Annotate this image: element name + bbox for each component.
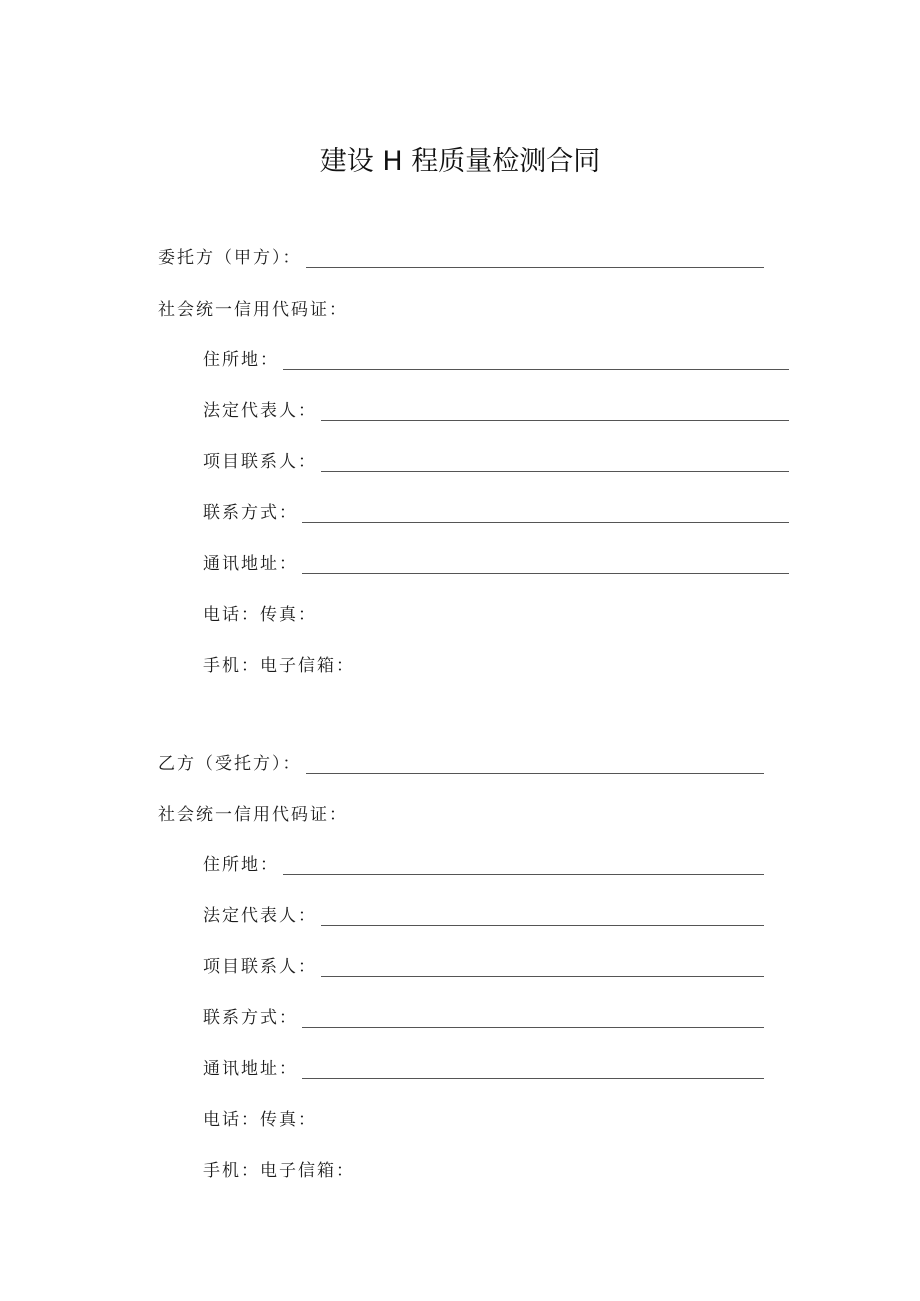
party-a-mobile-email-row bbox=[203, 650, 355, 680]
party-b-mobile-email-label: 手机：电子信箱： bbox=[203, 1161, 355, 1181]
party-b-legal-rep-row bbox=[203, 900, 764, 930]
party-a-legal-rep-row bbox=[203, 395, 789, 425]
party-a-address-field[interactable] bbox=[283, 368, 789, 370]
party-b-contact-method-field[interactable] bbox=[302, 1026, 764, 1028]
party-b-legal-rep-label: 法定代表人： bbox=[203, 906, 317, 926]
party-b-name-field[interactable] bbox=[306, 772, 765, 774]
party-a-mailing-address-row bbox=[203, 548, 789, 578]
party-a-mailing-address-label: 通讯地址： bbox=[203, 554, 298, 574]
party-b-project-contact-label: 项目联系人： bbox=[203, 957, 317, 977]
party-b-project-contact-field[interactable] bbox=[321, 975, 764, 977]
party-a-name-field[interactable] bbox=[306, 266, 765, 268]
party-a-project-contact-label: 项目联系人： bbox=[203, 452, 317, 472]
party-b-address-label: 住所地： bbox=[203, 855, 279, 875]
party-b-phone-fax-row bbox=[203, 1104, 317, 1134]
party-a-legal-rep-label: 法定代表人： bbox=[203, 401, 317, 421]
party-a-heading: 委托方（甲方）： bbox=[158, 248, 302, 268]
party-a-contact-method-field[interactable] bbox=[302, 521, 789, 523]
party-a-heading-row bbox=[158, 242, 764, 272]
party-a-credit-code-label: 社会统一信用代码证： bbox=[158, 300, 348, 320]
party-a-project-contact-row bbox=[203, 446, 789, 476]
party-a-address-label: 住所地： bbox=[203, 350, 279, 370]
party-b-contact-method-label: 联系方式： bbox=[203, 1008, 298, 1028]
document-title: 建设 H 程质量检测合同 bbox=[319, 146, 601, 177]
party-a-address-row bbox=[203, 344, 789, 374]
party-b-mailing-address-row bbox=[203, 1053, 764, 1083]
party-b-credit-code-label: 社会统一信用代码证： bbox=[158, 805, 348, 825]
party-b-credit-code-row bbox=[158, 799, 348, 829]
party-b-address-field[interactable] bbox=[283, 873, 764, 875]
party-b-mobile-email-row bbox=[203, 1155, 355, 1185]
party-b-contact-method-row bbox=[203, 1002, 764, 1032]
party-a-contact-method-label: 联系方式： bbox=[203, 503, 298, 523]
party-a-credit-code-row bbox=[158, 294, 348, 324]
party-b-heading: 乙方（受托方）： bbox=[158, 754, 302, 774]
party-b-phone-fax-label: 电话：传真： bbox=[203, 1110, 317, 1130]
party-a-legal-rep-field[interactable] bbox=[321, 419, 789, 421]
party-a-phone-fax-row bbox=[203, 599, 317, 629]
party-a-mailing-address-field[interactable] bbox=[302, 572, 789, 574]
party-b-mailing-address-label: 通讯地址： bbox=[203, 1059, 298, 1079]
party-b-heading-row bbox=[158, 748, 764, 778]
party-b-mailing-address-field[interactable] bbox=[302, 1077, 764, 1079]
party-a-project-contact-field[interactable] bbox=[321, 470, 789, 472]
party-a-phone-fax-label: 电话：传真： bbox=[203, 605, 317, 625]
party-a-contact-method-row bbox=[203, 497, 789, 527]
party-b-legal-rep-field[interactable] bbox=[321, 924, 764, 926]
party-b-project-contact-row bbox=[203, 951, 764, 981]
party-b-address-row bbox=[203, 849, 764, 879]
party-a-mobile-email-label: 手机：电子信箱： bbox=[203, 656, 355, 676]
